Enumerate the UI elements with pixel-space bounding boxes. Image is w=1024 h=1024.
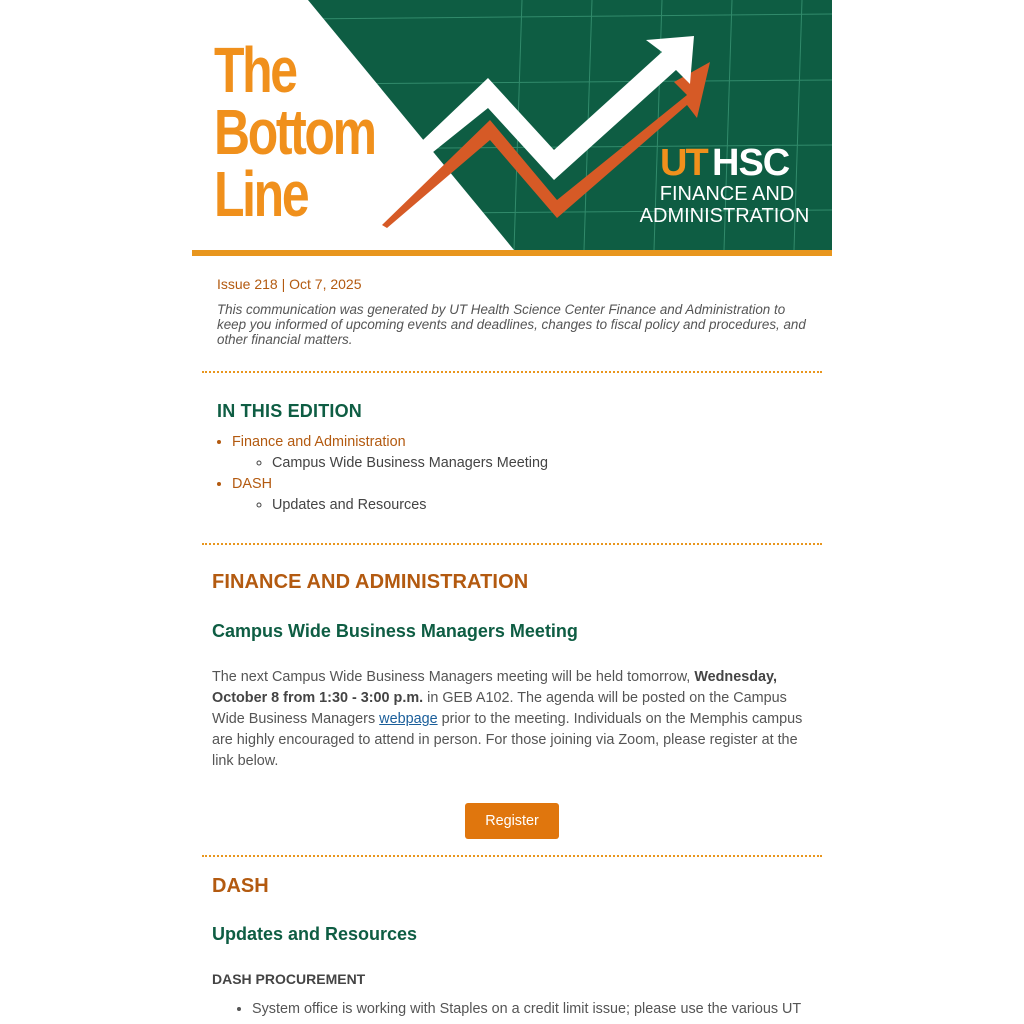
banner-title-line-2: Bottom: [214, 96, 375, 168]
logo-hsc: HSC: [712, 142, 790, 184]
divider: [202, 371, 822, 373]
intro-text: This communication was generated by UT Health Science Center Finance and Administration to keep you informed of upcoming events and deadlines, changes to fiscal policy and procedures, and other financial matters.: [217, 302, 806, 347]
section-subtitle-meeting: Campus Wide Business Managers Meeting: [212, 621, 578, 641]
toc-subitem: ◦ Updates and Resources: [272, 495, 807, 516]
header-banner: [192, 0, 832, 250]
register-button[interactable]: Register: [465, 803, 559, 839]
logo-finance-and: FINANCE AND: [659, 183, 795, 205]
toc-item: [232, 432, 807, 474]
logo-ut: UT: [660, 142, 707, 184]
procurement-heading: DASH PROCUREMENT: [212, 971, 366, 987]
section-title-finance: FINANCE AND ADMINISTRATION: [212, 571, 529, 593]
toc-item: [232, 474, 807, 516]
finance-section: [192, 571, 832, 839]
table-of-contents: [192, 401, 832, 516]
issue-label: Issue 218 | Oct 7, 2025: [217, 276, 362, 292]
banner-rule: [192, 250, 832, 256]
divider: [202, 855, 822, 857]
meeting-text-2: in GEB A102. The agenda will be posted on the Campus Wide Business Managers: [212, 690, 787, 727]
newsletter-page: [192, 0, 832, 1024]
section-title-dash: DASH: [212, 875, 269, 897]
section-subtitle-updates: Updates and Resources: [212, 924, 418, 944]
list-item: • System office is working with Staples on a credit limit issue; please use the various UT: [252, 999, 812, 1020]
meeting-text-1: The next Campus Wide Business Managers meeting will be held tomorrow,: [212, 669, 695, 685]
banner-title-line-1: The: [214, 34, 296, 106]
toc-heading: IN THIS EDITION: [217, 401, 363, 421]
toc-link-dash[interactable]: DASH: [232, 476, 272, 492]
toc-subitem: ◦ Campus Wide Business Managers Meeting: [272, 453, 807, 474]
logo-administration: ADMINISTRATION: [639, 205, 810, 227]
divider: [202, 543, 822, 545]
meeting-date: Wednesday, October 8 from 1:30 - 3:00 p.m.: [212, 669, 777, 706]
toc-link-finance[interactable]: Finance and Administration: [232, 434, 406, 450]
webpage-link[interactable]: webpage: [379, 711, 438, 727]
meeting-text-3: prior to the meeting. Individuals on the Memphis campus are highly encouraged to attend in person. For those joining via Zoom, please register at the link below.: [212, 711, 803, 769]
meeting-paragraph: [212, 667, 812, 772]
dash-section: [192, 875, 832, 1020]
banner-title-line-3: Line: [214, 158, 308, 230]
